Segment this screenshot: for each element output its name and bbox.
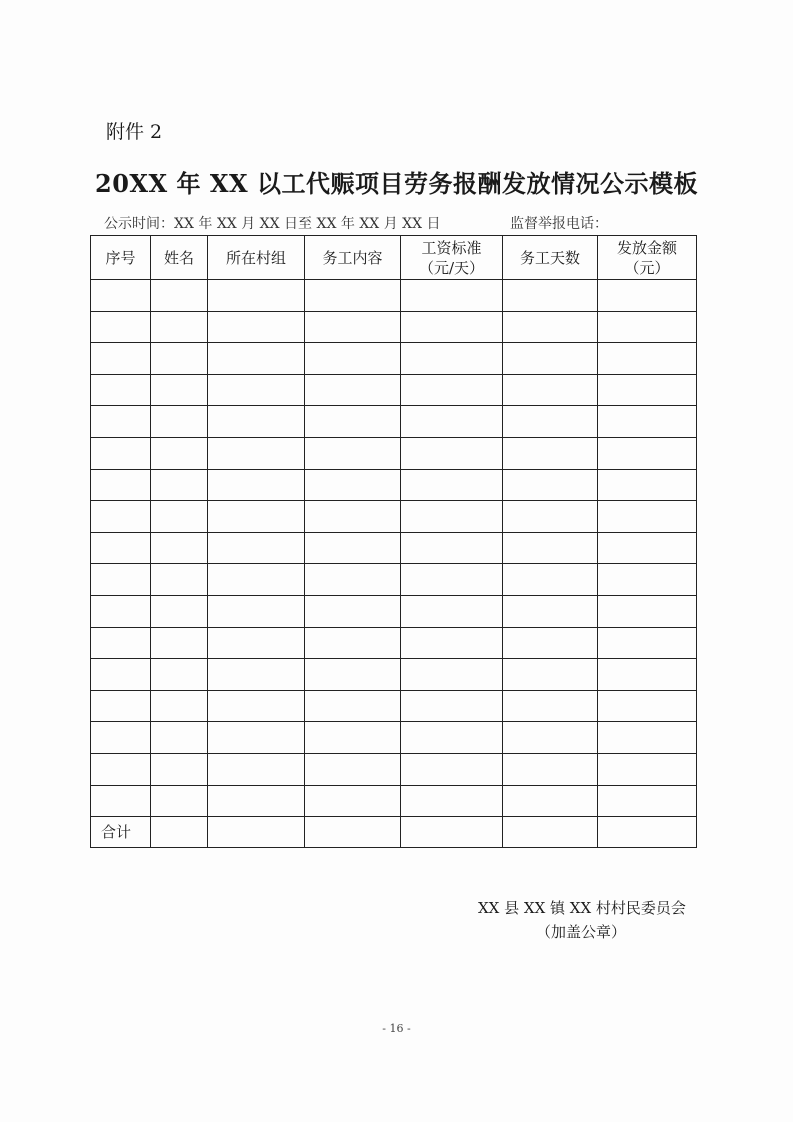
publication-time: 公示时间：XX 年 XX 月 XX 日至 XX 年 XX 月 XX 日 [104,216,441,232]
table-cell [151,785,208,817]
table-cell [91,659,151,691]
table-cell [598,374,697,406]
table-cell [305,406,401,438]
table-row [91,690,697,722]
table-cell [91,311,151,343]
table-row [91,532,697,564]
table-cell [208,406,305,438]
table-cell [503,437,598,469]
table-cell [503,374,598,406]
table-cell [305,280,401,312]
table-cell [151,722,208,754]
table-cell [401,406,503,438]
table-cell [305,817,401,848]
table-cell [208,595,305,627]
signature-org: XX 县 XX 镇 XX 村村民委员会 [478,899,686,917]
table-cell [91,280,151,312]
table-cell [151,627,208,659]
table-cell [503,280,598,312]
table-cell [503,659,598,691]
table-cell [151,280,208,312]
table-cell [401,722,503,754]
table-cell [208,469,305,501]
table-cell [401,659,503,691]
table-row [91,374,697,406]
table-cell [503,627,598,659]
header-work-days: 务工天数 [503,236,598,280]
table-cell [305,595,401,627]
table-cell [598,406,697,438]
payment-table [90,235,697,848]
header-index: 序号 [91,236,151,280]
table-cell [151,469,208,501]
table-cell [91,722,151,754]
table-cell [208,817,305,848]
table-cell [598,343,697,375]
header-work-content: 务工内容 [305,236,401,280]
table-cell [598,690,697,722]
table-cell [401,374,503,406]
table-header-row [91,236,697,280]
table-cell [91,627,151,659]
table-cell [91,564,151,596]
attachment-label: 附件 2 [106,121,163,143]
table-cell [401,343,503,375]
table-cell [401,501,503,533]
table-cell [151,311,208,343]
table-cell [598,785,697,817]
table-cell [598,595,697,627]
table-cell [151,564,208,596]
table-cell [503,595,598,627]
table-row [91,722,697,754]
table-cell [91,785,151,817]
table-cell [151,501,208,533]
table-cell [208,690,305,722]
table-cell [208,532,305,564]
table-row [91,627,697,659]
header-name: 姓名 [151,236,208,280]
table-cell [598,437,697,469]
table-cell [401,690,503,722]
table-cell [91,753,151,785]
table-cell [151,659,208,691]
table-cell [503,343,598,375]
table-cell [208,564,305,596]
table-cell [208,501,305,533]
table-row [91,280,697,312]
table-cell [91,532,151,564]
table-cell [305,501,401,533]
table-cell [401,311,503,343]
table-cell [151,690,208,722]
table-cell [503,532,598,564]
table-cell [91,343,151,375]
header-village-group: 所在村组 [208,236,305,280]
table-cell [598,501,697,533]
page-title: 20XX 年 XX 以工代赈项目劳务报酬发放情况公示模板 [95,169,698,198]
table-row [91,406,697,438]
table-row [91,469,697,501]
table-cell [598,627,697,659]
table-total-row [91,817,697,848]
seal-note: （加盖公章） [536,923,627,941]
table-cell [401,280,503,312]
table-cell [208,343,305,375]
table-cell [151,532,208,564]
table-cell [503,690,598,722]
table-cell [305,311,401,343]
table-cell [208,311,305,343]
table-row [91,311,697,343]
table-cell [151,343,208,375]
table-cell [401,595,503,627]
header-amount: 发放金额 （元） [598,236,697,280]
table-cell [151,817,208,848]
table-row [91,501,697,533]
table-cell [208,374,305,406]
table-row [91,753,697,785]
page-number: - 16 - [382,1022,411,1035]
table-cell [91,690,151,722]
table-cell [401,437,503,469]
table-cell [305,343,401,375]
table-cell [208,659,305,691]
table-cell [305,532,401,564]
table-cell [208,722,305,754]
table-cell [503,564,598,596]
table-cell [503,469,598,501]
table-cell [208,627,305,659]
table-row [91,659,697,691]
table-cell [151,437,208,469]
table-cell [503,501,598,533]
table-cell [305,722,401,754]
table-cell [401,785,503,817]
header-wage-standard: 工资标准 （元/天） [401,236,503,280]
table-cell [305,785,401,817]
table-cell [151,374,208,406]
table-cell [401,753,503,785]
table-cell [598,311,697,343]
table-cell [598,532,697,564]
table-cell [305,469,401,501]
table-cell [401,627,503,659]
table-row [91,437,697,469]
table-cell [503,785,598,817]
table-cell [503,753,598,785]
table-cell [91,406,151,438]
table-cell [401,532,503,564]
table-cell [503,722,598,754]
table-cell [503,817,598,848]
table-cell [503,406,598,438]
table-cell [401,817,503,848]
table-cell [598,659,697,691]
table-cell [91,595,151,627]
table-cell [305,374,401,406]
table-cell [598,753,697,785]
table-cell [305,753,401,785]
table-cell [91,437,151,469]
table-cell [91,374,151,406]
table-row [91,785,697,817]
table-cell [151,753,208,785]
table-cell [208,753,305,785]
table-cell [401,469,503,501]
table-cell [208,437,305,469]
table-cell [598,280,697,312]
table-cell [305,627,401,659]
table-row [91,564,697,596]
table-cell [598,817,697,848]
table-cell [305,659,401,691]
total-label: 合计 [91,817,151,848]
table-cell [503,311,598,343]
table-cell [401,564,503,596]
table-cell [91,501,151,533]
table-cell [151,595,208,627]
table-row [91,343,697,375]
table-cell [598,564,697,596]
table-cell [305,564,401,596]
table-cell [598,722,697,754]
table-cell [305,437,401,469]
table-row [91,595,697,627]
table-cell [208,280,305,312]
table-cell [598,469,697,501]
report-phone-label: 监督举报电话： [510,216,608,232]
table-cell [151,406,208,438]
table-cell [305,690,401,722]
table-cell [91,469,151,501]
table-cell [208,785,305,817]
